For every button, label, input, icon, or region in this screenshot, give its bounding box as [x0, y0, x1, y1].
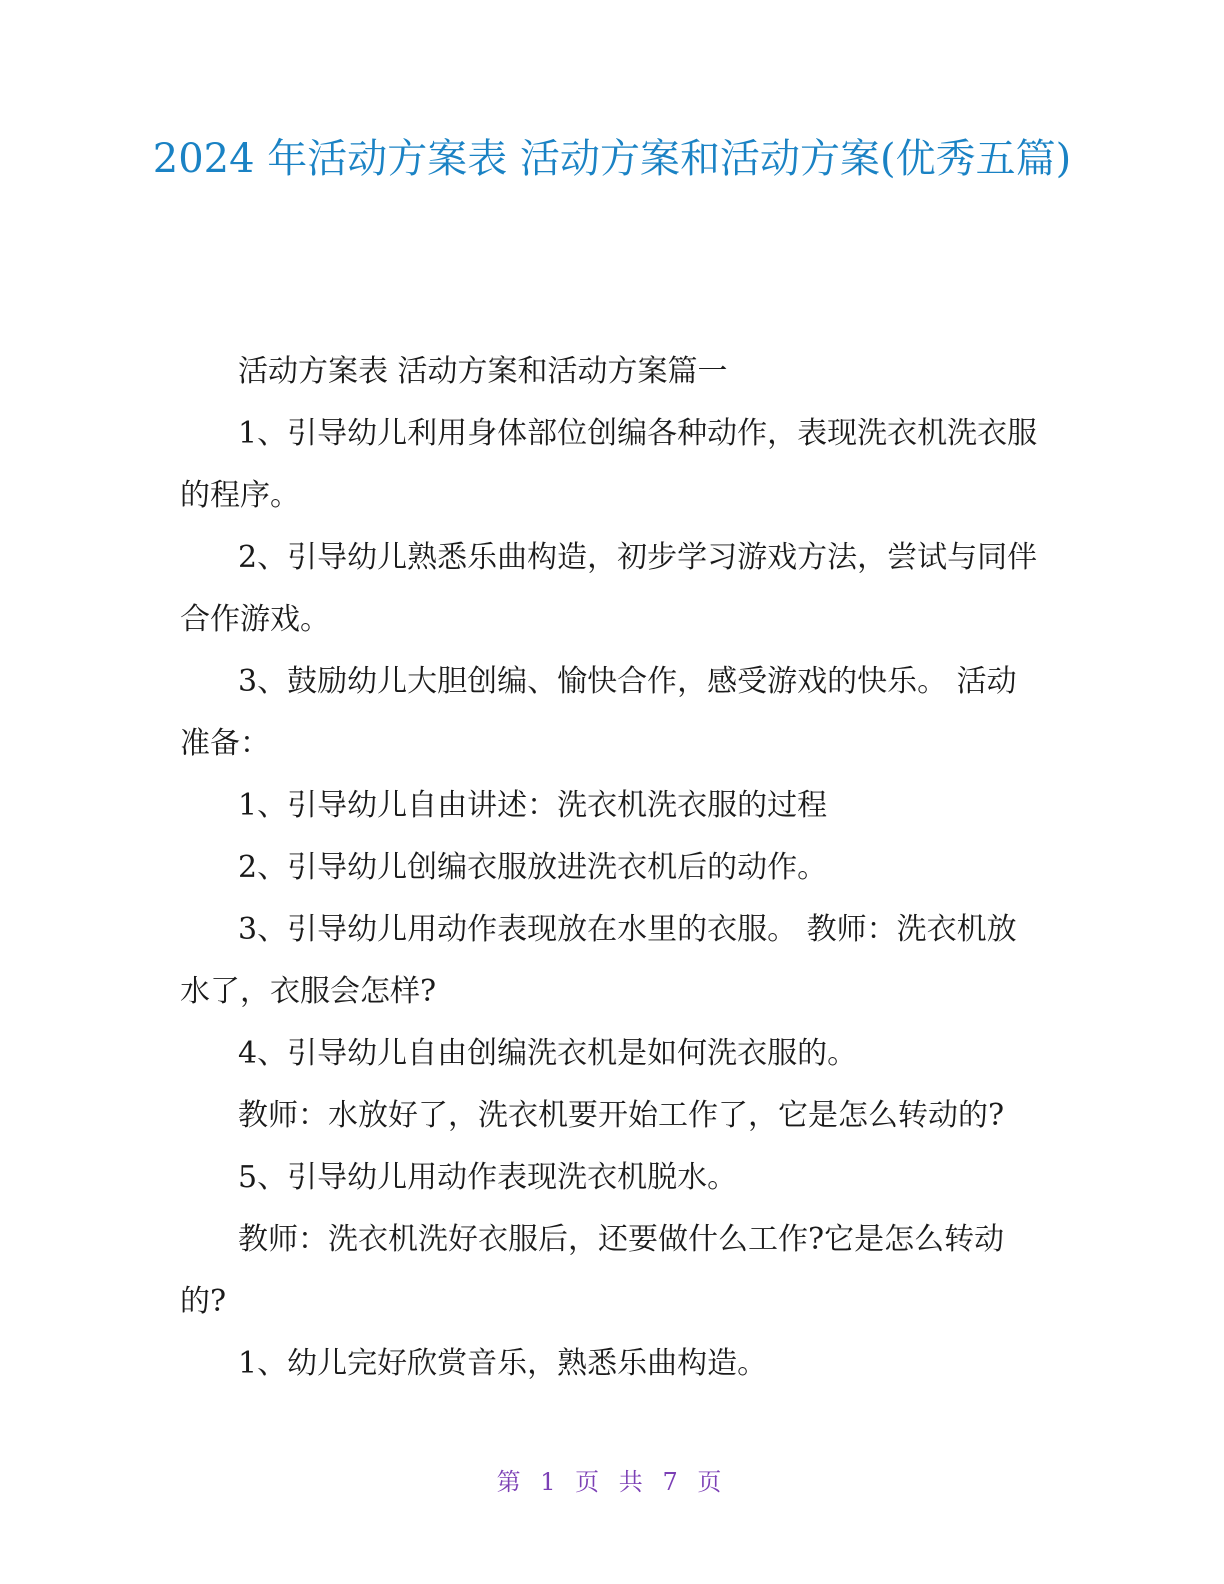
- paragraph: 3、鼓励幼儿大胆创编、愉快合作，感受游戏的快乐。 活动准备：: [180, 664, 1017, 761]
- paragraph: 1、幼儿完好欣赏音乐，熟悉乐曲构造。: [238, 1346, 768, 1381]
- paragraph: 2、引导幼儿熟悉乐曲构造，初步学习游戏方法，尝试与同伴合作游戏。: [180, 540, 1038, 637]
- paragraph: 教师：洗衣机洗好衣服后，还要做什么工作?它是怎么转动的?: [180, 1222, 1005, 1319]
- paragraph: 5、引导幼儿用动作表现洗衣机脱水。: [238, 1160, 738, 1195]
- paragraph: 2、引导幼儿创编衣服放进洗衣机后的动作。: [238, 850, 828, 885]
- paragraph: 教师：水放好了，洗衣机要开始工作了，它是怎么转动的?: [238, 1098, 1005, 1133]
- document-title: 2024 年活动方案表 活动方案和活动方案(优秀五篇): [152, 136, 1072, 182]
- paragraph: 活动方案表 活动方案和活动方案篇一: [238, 354, 728, 389]
- page-footer: 第 1 页 共 7 页: [496, 1468, 728, 1496]
- paragraph: 1、引导幼儿自由讲述：洗衣机洗衣服的过程: [238, 788, 828, 823]
- paragraph: 1、引导幼儿利用身体部位创编各种动作，表现洗衣机洗衣服的程序。: [180, 416, 1038, 513]
- paragraph: 3、引导幼儿用动作表现放在水里的衣服。 教师：洗衣机放水了，衣服会怎样?: [180, 912, 1017, 1009]
- document-body: [180, 341, 1040, 1395]
- paragraph: 4、引导幼儿自由创编洗衣机是如何洗衣服的。: [238, 1036, 858, 1071]
